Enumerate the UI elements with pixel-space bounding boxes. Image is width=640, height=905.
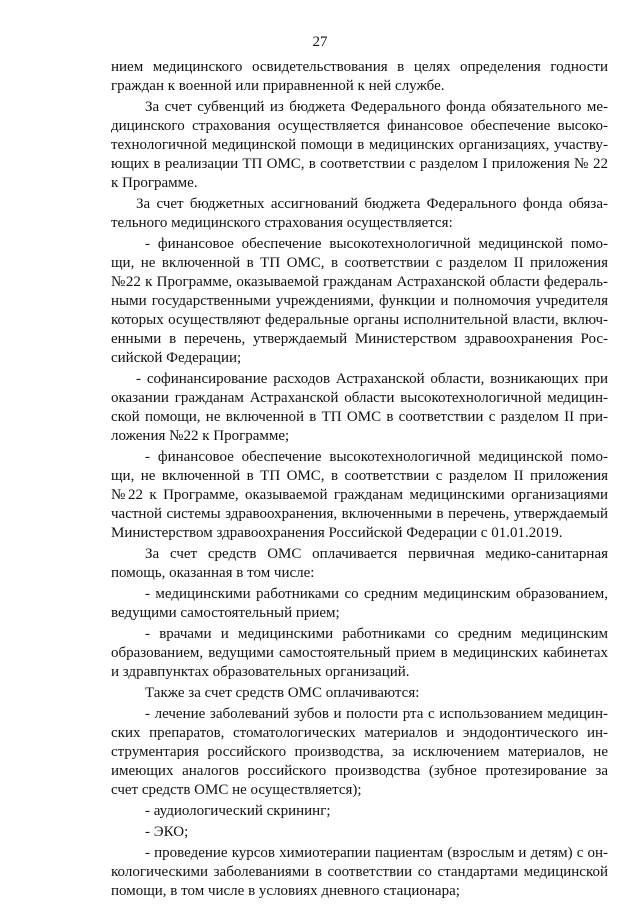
text-line: сийской Федерации; bbox=[111, 350, 242, 366]
text-line: счет средств ОМС не осуществляется); bbox=[111, 782, 362, 798]
text-line: - финансовое обеспечение высокотехнологичной медицинской помо- bbox=[145, 449, 608, 465]
text-line: частной системы здравоохранения, включенными в перечень, утверждаемый bbox=[111, 506, 608, 522]
paragraph bbox=[111, 98, 608, 193]
text-line: помощь, оказанная в том числе: bbox=[111, 565, 315, 581]
text-line: тельного медицинского страхования осуществляется: bbox=[111, 215, 453, 231]
text-line: струментария российского производства, за исключением материалов, не bbox=[111, 744, 608, 760]
text-line: ведущими самостоятельный прием; bbox=[111, 605, 340, 621]
text-line: к Программе. bbox=[111, 175, 198, 191]
text-line: - аудиологический скрининг; bbox=[145, 803, 331, 819]
text-line: и здравпунктах образовательных организаций. bbox=[111, 664, 410, 680]
paragraph bbox=[111, 844, 608, 901]
paragraph bbox=[111, 684, 608, 703]
paragraph bbox=[111, 545, 608, 583]
text-line: образованием, ведущими самостоятельный прием в медицинских кабинетах bbox=[111, 645, 608, 661]
text-line: За счет средств ОМС оплачивается первичная медико-санитарная bbox=[145, 546, 608, 562]
text-line: оказании гражданам Астраханской области высокотехнологичной медицин- bbox=[111, 390, 608, 406]
text-line: которых осуществляют федеральные органы исполнительной власти, включ- bbox=[111, 312, 608, 328]
text-line: ложения №22 к Программе; bbox=[111, 428, 290, 444]
text-line: №22 к Программе, оказываемой гражданам Астраханской области федераль- bbox=[111, 274, 608, 290]
text-line: За счет бюджетных ассигнований бюджета Федерального фонда обяза- bbox=[136, 196, 608, 212]
paragraph bbox=[111, 705, 608, 800]
text-line: ской помощи, не включенной в ТП ОМС в соответствии с разделом II при- bbox=[111, 409, 608, 425]
text-line: помощи, в том числе в условиях дневного стационара; bbox=[111, 883, 460, 899]
text-line: ющих в реализации ТП ОМС, в соответствии с разделом I приложения № 22 bbox=[111, 156, 608, 172]
paragraph bbox=[111, 58, 608, 96]
text-line: щи, не включенной в ТП ОМС, в соответствии с разделом II приложения bbox=[111, 468, 608, 484]
paragraph bbox=[111, 585, 608, 623]
text-line: Министерством здравоохранения Российской Федерации с 01.01.2019. bbox=[111, 525, 563, 541]
text-line: - лечение заболеваний зубов и полости рта с использованием медицин- bbox=[145, 706, 608, 722]
text-line: нием медицинского освидетельствования в целях определения годности bbox=[111, 59, 608, 75]
text-line: дицинского страхования осуществляется финансовое обеспечение высоко- bbox=[111, 118, 608, 134]
text-line: кологическими заболеваниями в соответствии со стандартами медицинской bbox=[111, 864, 608, 880]
text-line: - ЭКО; bbox=[145, 824, 189, 840]
text-line: граждан к военной или приравненной к ней службе. bbox=[111, 78, 445, 94]
page-number: 27 bbox=[312, 34, 328, 50]
text-line: За счет субвенций из бюджета Федерального фонда обязательного ме- bbox=[145, 99, 608, 115]
paragraph bbox=[111, 625, 608, 682]
text-line: ских препаратов, стоматологических материалов и эндодонтического ин- bbox=[111, 725, 608, 741]
document-body bbox=[111, 58, 608, 903]
text-line: енными в перечень, утверждаемый Министерством здравоохранения Рос- bbox=[111, 331, 608, 347]
text-line: Также за счет средств ОМС оплачиваются: bbox=[145, 685, 420, 701]
text-line: щи, не включенной в ТП ОМС, в соответствии с разделом II приложения bbox=[111, 255, 608, 271]
text-line: ными государственными учреждениями, функции и полномочия учредителя bbox=[111, 293, 608, 309]
text-line: - врачами и медицинскими работниками со средним медицинским bbox=[145, 626, 608, 642]
text-line: - финансовое обеспечение высокотехнологичной медицинской помо- bbox=[145, 236, 608, 252]
text-line: - проведение курсов химиотерапии пациентам (взрослым и детям) с он- bbox=[145, 845, 608, 861]
text-line: имеющих аналогов российского производства (зубное протезирование за bbox=[111, 763, 608, 779]
text-line: - медицинскими работниками со средним медицинским образованием, bbox=[145, 586, 608, 602]
text-line: №22 к Программе, оказываемой гражданам медицинскими организациями bbox=[111, 487, 608, 503]
paragraph bbox=[111, 235, 608, 368]
text-line: технологичной медицинской помощи в медицинских организациях, участву- bbox=[111, 137, 608, 153]
paragraph bbox=[111, 823, 608, 842]
paragraph bbox=[111, 802, 608, 821]
text-line: - софинансирование расходов Астраханской области, возникающих при bbox=[136, 371, 608, 387]
paragraph bbox=[111, 370, 608, 446]
paragraph bbox=[111, 448, 608, 543]
paragraph bbox=[111, 195, 608, 233]
